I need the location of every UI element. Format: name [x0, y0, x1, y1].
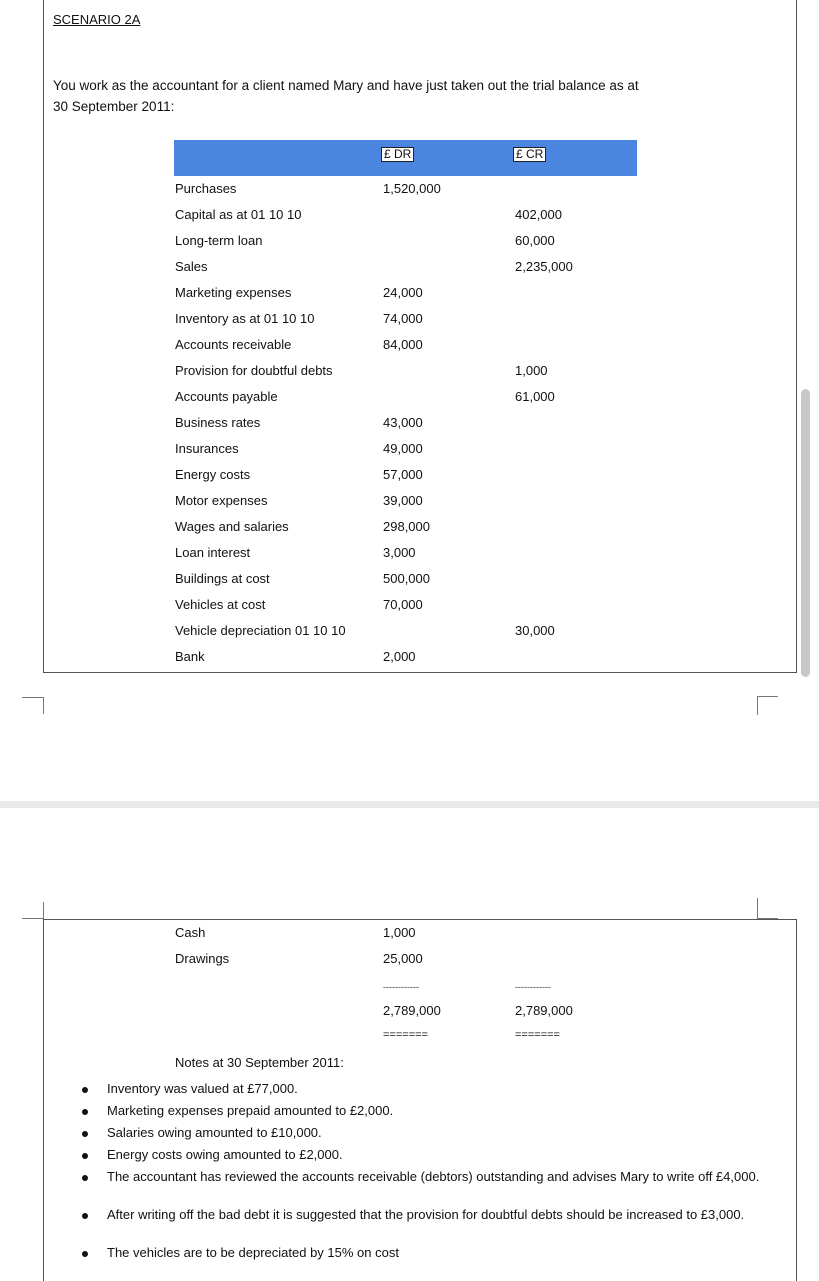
- row-label: Wages and salaries: [175, 519, 289, 534]
- row-label: Provision for doubtful debts: [175, 363, 333, 378]
- note-item: Inventory was valued at £77,000.: [107, 1081, 298, 1096]
- row-dr-value: 24,000: [383, 285, 423, 300]
- row-label: Accounts receivable: [175, 337, 292, 352]
- dr-total: 2,789,000: [383, 1003, 441, 1018]
- row-label: Energy costs: [175, 467, 251, 482]
- row-dr-value: 1,520,000: [383, 181, 441, 196]
- row-label: Accounts payable: [175, 389, 278, 404]
- note-item: The vehicles are to be depreciated by 15% on cost: [107, 1245, 399, 1260]
- row-cr-value: 60,000: [515, 233, 555, 248]
- row-label: Purchases: [175, 181, 237, 196]
- cr-total: 2,789,000: [515, 1003, 573, 1018]
- row-cr-value: 30,000: [515, 623, 555, 638]
- note-item: Energy costs owing amounted to £2,000.: [107, 1147, 343, 1162]
- row-dr-value: 2,000: [383, 649, 416, 664]
- bullet: [82, 1213, 88, 1219]
- row-cr-value: 61,000: [515, 389, 555, 404]
- row-dr-value: 25,000: [383, 951, 423, 966]
- bullet: [82, 1153, 88, 1159]
- note-item: The accountant has reviewed the accounts receivable (debtors) outstanding and advises Mary to write off £4,000.: [107, 1169, 760, 1184]
- dr-column-header: £ DR: [381, 147, 414, 162]
- row-dr-value: 39,000: [383, 493, 423, 508]
- row-label: Inventory as at 01 10 10: [175, 311, 315, 326]
- row-label: Capital as at 01 10 10: [175, 207, 302, 222]
- crop-mark-right-page2: [757, 898, 778, 919]
- row-dr-value: 74,000: [383, 311, 423, 326]
- row-label: Cash: [175, 925, 206, 940]
- row-label: Loan interest: [175, 545, 251, 560]
- row-dr-value: 57,000: [383, 467, 423, 482]
- bullet: [82, 1175, 88, 1181]
- row-cr-value: 2,235,000: [515, 259, 573, 274]
- crop-mark-left-page2: [22, 902, 44, 919]
- cr-column-header: £ CR: [513, 147, 546, 162]
- intro-line-1: You work as the accountant for a client named Mary and have just taken out the trial balance as at: [53, 78, 639, 93]
- row-dr-value: 500,000: [383, 571, 430, 586]
- scrollbar-thumb[interactable]: [801, 389, 810, 677]
- scenario-title: SCENARIO 2A: [53, 12, 141, 27]
- row-label: Sales: [175, 259, 208, 274]
- intro-line-2: 30 September 2011:: [53, 99, 175, 114]
- row-cr-value: 1,000: [515, 363, 548, 378]
- row-dr-value: 1,000: [383, 925, 416, 940]
- row-label: Bank: [175, 649, 205, 664]
- page-2-frame: [43, 919, 797, 1281]
- note-item: Salaries owing amounted to £10,000.: [107, 1125, 322, 1140]
- dr-dash-line: ------------: [383, 982, 419, 992]
- row-dr-value: 298,000: [383, 519, 430, 534]
- row-label: Business rates: [175, 415, 261, 430]
- row-label: Vehicles at cost: [175, 597, 266, 612]
- crop-mark-left: [22, 697, 44, 714]
- dr-double-line: =======: [383, 1029, 428, 1041]
- row-label: Marketing expenses: [175, 285, 292, 300]
- row-dr-value: 70,000: [383, 597, 423, 612]
- notes-title: Notes at 30 September 2011:: [175, 1055, 344, 1070]
- note-item: After writing off the bad debt it is suggested that the provision for doubtful debts should be increased to £3,000.: [107, 1207, 745, 1222]
- bullet: [82, 1251, 88, 1257]
- note-item: Marketing expenses prepaid amounted to £2,000.: [107, 1103, 394, 1118]
- cr-dash-line: ------------: [515, 982, 551, 992]
- row-cr-value: 402,000: [515, 207, 562, 222]
- row-label: Motor expenses: [175, 493, 268, 508]
- row-label: Vehicle depreciation 01 10 10: [175, 623, 346, 638]
- row-label: Drawings: [175, 951, 230, 966]
- row-dr-value: 49,000: [383, 441, 423, 456]
- crop-mark-right: [757, 696, 778, 715]
- bullet: [82, 1087, 88, 1093]
- row-label: Long-term loan: [175, 233, 263, 248]
- row-label: Buildings at cost: [175, 571, 270, 586]
- row-dr-value: 84,000: [383, 337, 423, 352]
- cr-double-line: =======: [515, 1029, 560, 1041]
- bullet: [82, 1109, 88, 1115]
- bullet: [82, 1131, 88, 1137]
- row-dr-value: 43,000: [383, 415, 423, 430]
- row-label: Insurances: [175, 441, 239, 456]
- row-dr-value: 3,000: [383, 545, 416, 560]
- page-divider: [0, 801, 819, 808]
